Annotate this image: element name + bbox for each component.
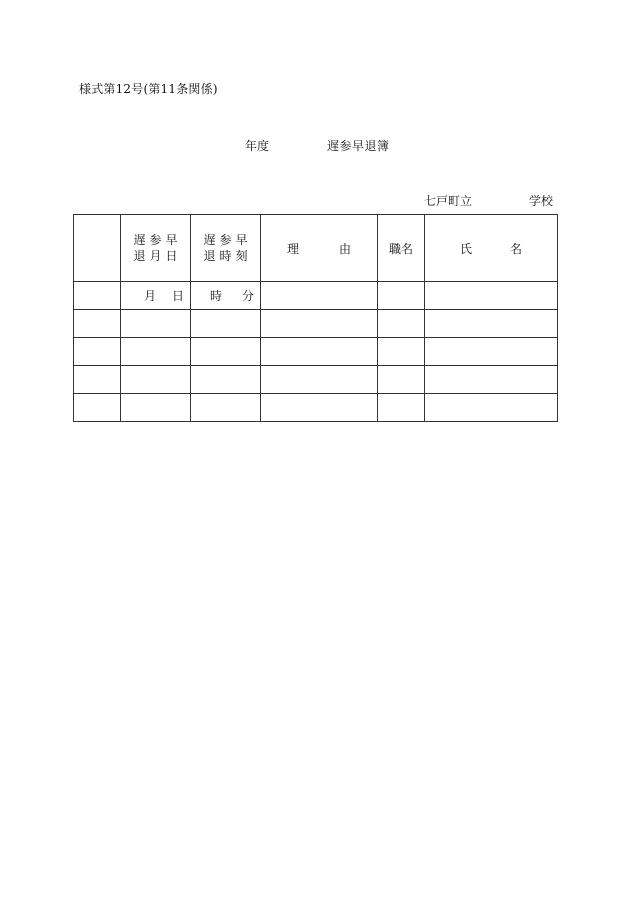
header-reason-char2: 由 bbox=[339, 241, 352, 256]
table-row bbox=[74, 366, 558, 394]
date-cell[interactable] bbox=[121, 366, 191, 394]
reason-cell[interactable] bbox=[261, 338, 378, 366]
school-name-prefix: 七戸町立 bbox=[424, 194, 473, 208]
reason-cell[interactable] bbox=[261, 394, 378, 422]
form-number: 様式第12号(第11条関係) bbox=[79, 82, 218, 96]
date-cell[interactable] bbox=[121, 282, 191, 310]
day-unit-label: 日 bbox=[171, 289, 184, 303]
table-row bbox=[74, 338, 558, 366]
title-year-label: 年度 bbox=[245, 139, 270, 153]
header-name-char1: 氏 bbox=[459, 241, 472, 256]
time-cell[interactable] bbox=[191, 366, 261, 394]
table-row bbox=[74, 394, 558, 422]
row-index-cell[interactable] bbox=[74, 394, 121, 422]
table-header-row bbox=[74, 215, 558, 282]
time-cell[interactable] bbox=[191, 338, 261, 366]
reason-cell[interactable] bbox=[261, 310, 378, 338]
header-reason bbox=[261, 215, 378, 282]
row-index-cell[interactable] bbox=[74, 338, 121, 366]
row-index-cell[interactable] bbox=[74, 366, 121, 394]
reason-cell[interactable] bbox=[261, 282, 378, 310]
header-reason-char1: 理 bbox=[286, 241, 299, 256]
header-position: 職名 bbox=[378, 215, 425, 282]
name-cell[interactable] bbox=[425, 310, 558, 338]
row-index-cell[interactable] bbox=[74, 282, 121, 310]
header-date-line2: 退月日 bbox=[133, 249, 182, 263]
header-date bbox=[121, 215, 191, 282]
time-cell[interactable] bbox=[191, 394, 261, 422]
time-cell[interactable] bbox=[191, 310, 261, 338]
header-date-line1: 遅参早 bbox=[133, 233, 182, 247]
hour-unit-label: 時 bbox=[209, 289, 222, 303]
header-name-char2: 名 bbox=[510, 241, 523, 256]
month-unit-label: 月 bbox=[143, 289, 156, 303]
table-row bbox=[74, 282, 558, 310]
school-name-suffix: 学校 bbox=[529, 194, 554, 208]
attendance-register-table bbox=[73, 214, 558, 422]
position-cell[interactable] bbox=[378, 310, 425, 338]
date-cell[interactable] bbox=[121, 338, 191, 366]
position-cell[interactable] bbox=[378, 282, 425, 310]
header-blank-cell bbox=[74, 215, 121, 282]
header-time bbox=[191, 215, 261, 282]
name-cell[interactable] bbox=[425, 282, 558, 310]
position-cell[interactable] bbox=[378, 366, 425, 394]
position-cell[interactable] bbox=[378, 338, 425, 366]
date-cell[interactable] bbox=[121, 394, 191, 422]
time-cell[interactable] bbox=[191, 282, 261, 310]
reason-cell[interactable] bbox=[261, 366, 378, 394]
minute-unit-label: 分 bbox=[241, 289, 254, 303]
row-index-cell[interactable] bbox=[74, 310, 121, 338]
header-time-line1: 遅参早 bbox=[203, 233, 252, 247]
date-cell[interactable] bbox=[121, 310, 191, 338]
header-time-line2: 退時刻 bbox=[203, 249, 252, 263]
position-cell[interactable] bbox=[378, 394, 425, 422]
name-cell[interactable] bbox=[425, 338, 558, 366]
header-name bbox=[425, 215, 558, 282]
page-title: 遅参早退簿 bbox=[327, 139, 390, 153]
name-cell[interactable] bbox=[425, 394, 558, 422]
table-row bbox=[74, 310, 558, 338]
name-cell[interactable] bbox=[425, 366, 558, 394]
